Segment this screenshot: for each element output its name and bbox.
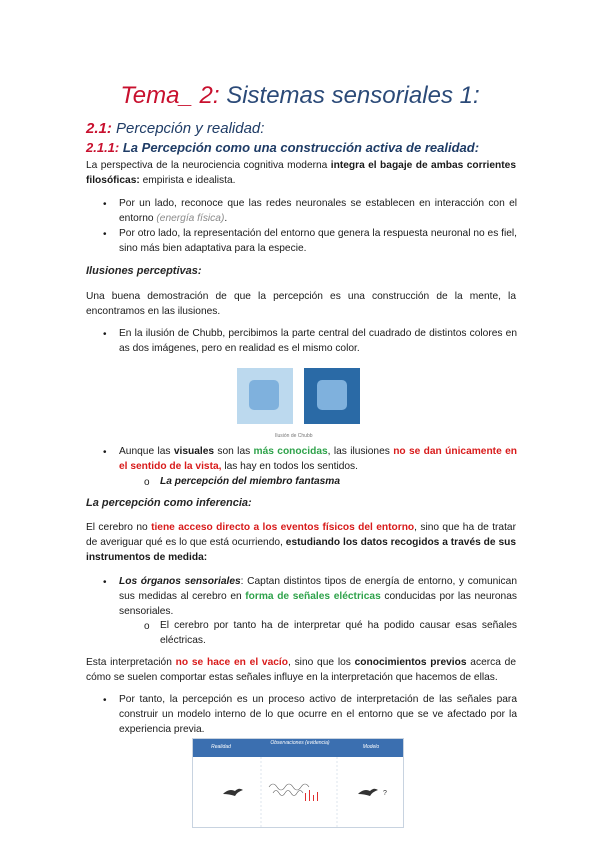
subsection-text: La Percepción como una construcción activa de realidad: bbox=[119, 140, 480, 155]
list-item: Por otro lado, la representación del entorno que genera la respuesta neuronal no es fiel, sino más bien adaptativa para la especie. bbox=[119, 228, 517, 254]
section-text: Percepción y realidad: bbox=[111, 120, 265, 137]
signal-spikes bbox=[305, 790, 318, 801]
interpretacion-paragraph: Esta interpretación no se hace en el vacío, sino que los conocimientos previos acerca de cómo se suelen comportar estas señales influye en la interpretación que hacemos de ellas. bbox=[86, 657, 516, 683]
list-item: Los órganos sensoriales: Captan distintos tipos de energía de entorno, y comunican sus medidas al cerebro en forma de señales eléctricas conducidas por las neuronas sensoriales. bbox=[119, 576, 517, 617]
title-prefix: Tema_ 2: bbox=[120, 82, 220, 109]
bullet-marker: • bbox=[103, 447, 107, 458]
list-item: Por tanto, la percepción es un proceso activo de interpretación de las señales para construir un modelo interno de lo que ocurre en el entorno que se ve afectado por la experiencia previa. bbox=[119, 694, 517, 735]
intro-paragraph: La perspectiva de la neurociencia cognitiva moderna integra el bagaje de ambas corrientes filosóficas: empirista e idealista. bbox=[86, 160, 516, 186]
signal-waves-icon bbox=[269, 784, 309, 796]
sub-list-item: El cerebro por tanto ha de interpretar qué ha podido causar esas señales eléctricas. bbox=[160, 620, 517, 646]
subsection-number: 2.1.1: bbox=[86, 140, 120, 155]
figure-header-realidad: Realidad bbox=[211, 744, 231, 750]
chubb-illusion-figure bbox=[237, 368, 361, 426]
bullet-marker: • bbox=[103, 329, 107, 340]
inferencia-heading: La percepción como inferencia: bbox=[86, 497, 252, 509]
sub-bullet-marker: o bbox=[144, 477, 150, 488]
section-number: 2.1: bbox=[86, 120, 112, 137]
list-item: En la ilusión de Chubb, percibimos la parte central del cuadrado de distintos colores en as dos imágenes, pero en realidad es el mismo color. bbox=[119, 328, 517, 354]
bullet-marker: • bbox=[103, 229, 107, 240]
title-text: Sistemas sensoriales 1: bbox=[219, 82, 480, 109]
bullet-marker: • bbox=[103, 695, 107, 706]
figure-body bbox=[193, 757, 403, 827]
bullet-marker: • bbox=[103, 577, 107, 588]
figure-header-modelo: Modelo bbox=[362, 744, 380, 750]
figure-question-mark: ? bbox=[383, 790, 387, 797]
bird-icon-model bbox=[358, 789, 378, 796]
page-title bbox=[0, 82, 600, 110]
ilusiones-heading: Ilusiones perceptivas: bbox=[86, 265, 202, 277]
figure-header-observaciones: Observaciones (evidencia) bbox=[270, 740, 330, 746]
sub-list-item: La percepción del miembro fantasma bbox=[160, 476, 341, 487]
perception-inference-figure bbox=[192, 738, 404, 828]
bullet-marker: • bbox=[103, 199, 107, 210]
section-heading bbox=[86, 120, 264, 137]
ilusiones-paragraph: Una buena demostración de que la percepción es una construcción de la mente, la encontramos en las ilusiones. bbox=[86, 291, 516, 317]
sub-bullet-marker: o bbox=[144, 621, 150, 632]
chubb-light-center bbox=[249, 380, 279, 410]
bird-icon bbox=[223, 789, 243, 796]
list-item: Por un lado, reconoce que las redes neuronales se establecen en interacción con el entorno (energía física). bbox=[119, 198, 517, 224]
subsection-heading bbox=[86, 140, 479, 155]
list-item: Aunque las visuales son las más conocidas, las ilusiones no se dan únicamente en el sentido de la vista, las hay en todos los sentidos. bbox=[119, 446, 517, 472]
chubb-dark-center bbox=[317, 380, 347, 410]
figure-caption: Ilusión de Chubb bbox=[275, 433, 313, 439]
inferencia-paragraph: El cerebro no tiene acceso directo a los eventos físicos del entorno, sino que ha de tratar de averiguar qué es lo que está ocurriendo, estudiando los datos recogidos a través de sus instrumentos de medida: bbox=[86, 522, 516, 563]
